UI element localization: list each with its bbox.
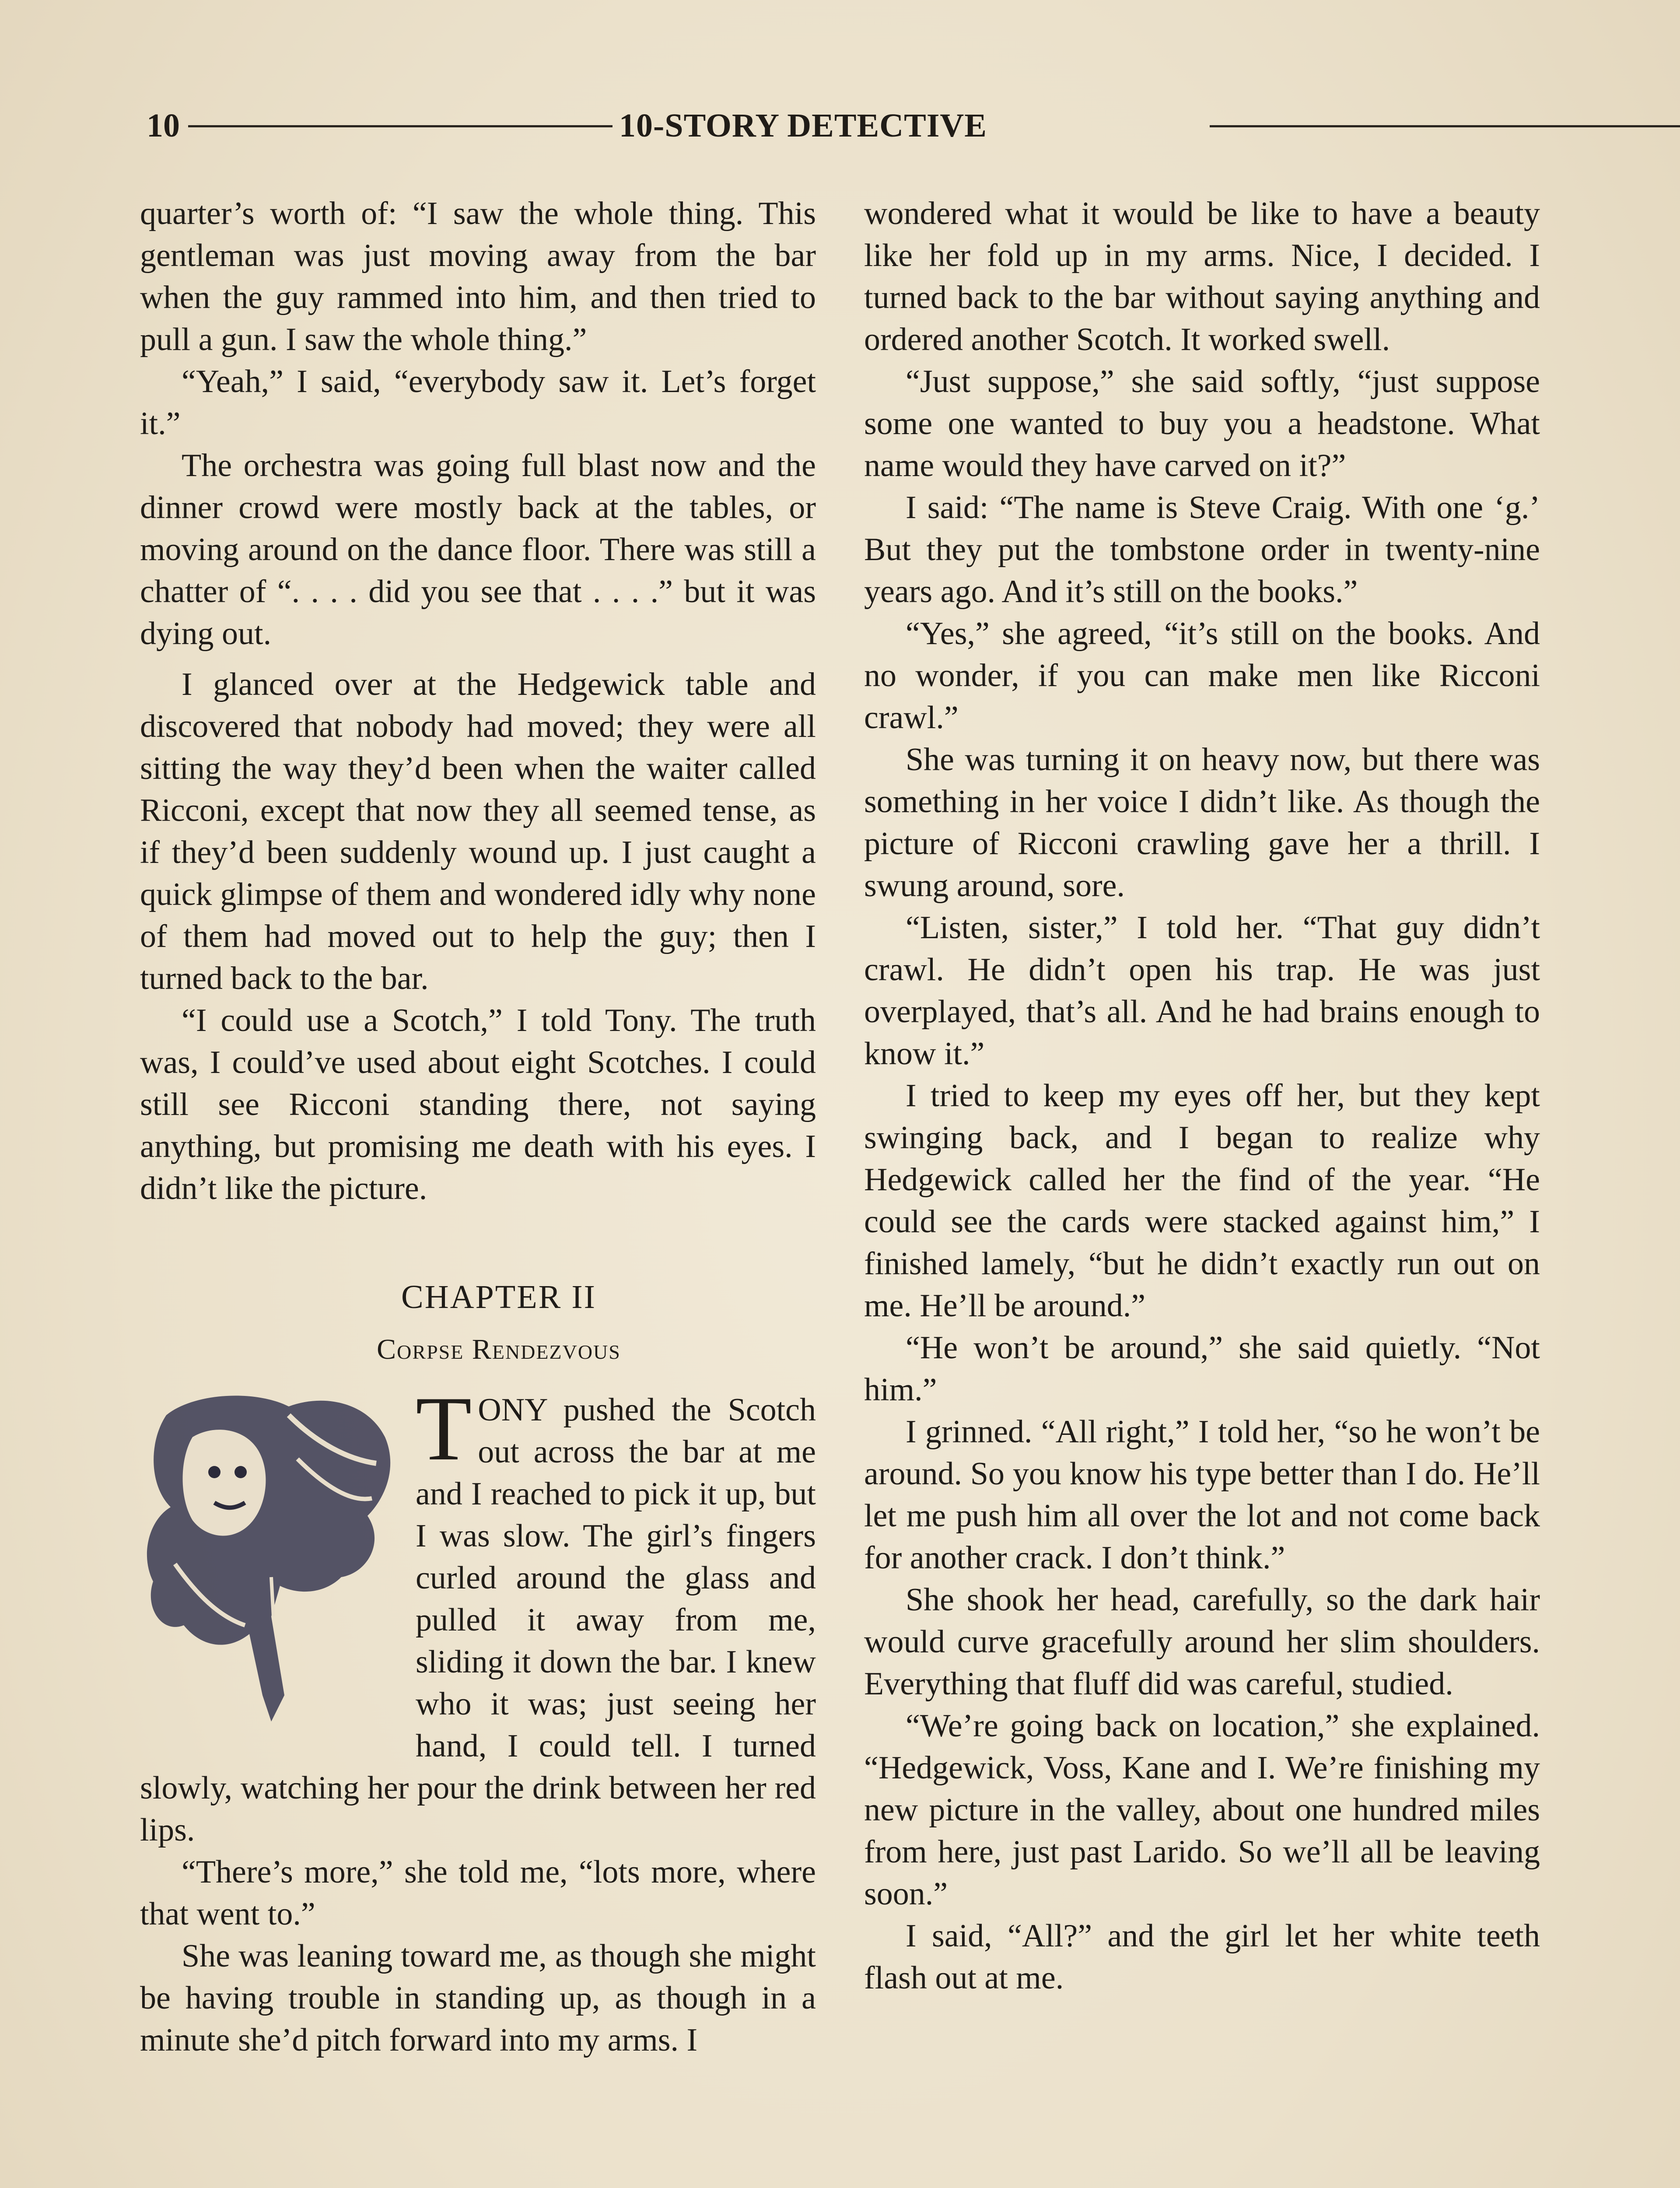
chapter-title: Corpse Rendezvous	[377, 1333, 621, 1365]
right-column	[864, 193, 1540, 1999]
header-rule-right	[1210, 125, 1680, 127]
paragraph: She shook her head, carefully, so the dark hair would curve gracefully around her slim shoulders. Everything that fluff did was careful, studied.	[864, 1582, 1540, 1702]
paragraph: “Yeah,” I said, “everybody saw it. Let’s forget it.”	[140, 364, 816, 442]
running-header	[147, 102, 1536, 150]
chapter-illustration	[140, 1389, 402, 1730]
paragraph: “There’s more,” she told me, “lots more, where that went to.”	[140, 1854, 816, 1932]
paragraph: She was leaning toward me, as though she might be having trouble in standing up, as though in a minute she’d pitch forward into my arms. I	[140, 1938, 816, 2058]
paragraph: I grinned. “All right,” I told her, “so he won’t be around. So you know his type better than I do. He’ll let me push him all over the lot and not come back for another crack. I don’t think.”	[864, 1414, 1540, 1576]
paragraph: The orchestra was going full blast now and the dinner crowd were mostly back at the tables, or moving around on the dance floor. There was still a chatter of “. . . . did you see that . . . .” but it was dying out.	[140, 448, 816, 652]
paragraph: She was turning it on heavy now, but there was something in her voice I didn’t like. As though the picture of Ricconi crawling gave her a thrill. I swung around, sore.	[864, 742, 1540, 904]
left-column	[140, 193, 816, 2061]
paragraph: “Just suppose,” she said softly, “just suppose some one wanted to buy you a headstone. What name would they have carved on it?”	[864, 364, 1540, 484]
chapter-opening-text: ONY pushed the Scotch out across the bar at me and I reached to pick it up, but I was slow. The girl’s fingers curled around the glass and pulled it away from me, sliding it down the bar. I knew who it was; just seeing her hand, I could tell. I turned slowly, watching her pour the drink between her red lips.	[140, 1392, 816, 1848]
paragraph: quarter’s worth of: “I saw the whole thing. This gentleman was just moving away from the bar when the guy rammed into him, and then tried to pull a gun. I saw the whole thing.”	[140, 196, 816, 358]
paragraph: I said: “The name is Steve Craig. With one ‘g.’ But they put the tombstone order in twenty-nine years ago. And it’s still on the books.”	[864, 490, 1540, 610]
drop-cap: T	[416, 1378, 472, 1480]
page-number: 10	[147, 107, 180, 144]
chapter-heading: CHAPTER II	[401, 1279, 596, 1315]
header-rule-left	[188, 125, 612, 127]
paragraph: “Yes,” she agreed, “it’s still on the books. And no wonder, if you can make men like Ricconi crawl.”	[864, 616, 1540, 736]
paragraph: I said, “All?” and the girl let her white teeth flash out at me.	[864, 1918, 1540, 1996]
paragraph: “He won’t be around,” she said quietly. “Not him.”	[864, 1330, 1540, 1408]
paragraph: “We’re going back on location,” she explained. “Hedgewick, Voss, Kane and I. We’re finishing my new picture in the valley, about one hundred miles from here, just past Larido. So we’ll all be leaving soon.”	[864, 1708, 1540, 1912]
paragraph: I tried to keep my eyes off her, but they kept swinging back, and I began to realize why Hedgewick called her the find of the year. “He could see the cards were stacked against him,” I finished lamely, “but he didn’t exactly run out on me. He’ll be around.”	[864, 1078, 1540, 1324]
paragraph: wondered what it would be like to have a beauty like her fold up in my arms. Nice, I decided. I turned back to the bar without saying anything and ordered another Scotch. It worked swell.	[864, 196, 1540, 358]
paragraph: “I could use a Scotch,” I told Tony. The truth was, I could’ve used about eight Scotches. I could still see Ricconi standing there, not saying anything, but promising me death with his eyes. I didn’t like the picture.	[140, 1003, 816, 1206]
paragraph: I glanced over at the Hedgewick table and discovered that nobody had moved; they were all sitting the way they’d been when the waiter called Ricconi, except that now they all seemed tense, as if they’d been suddenly wound up. I just caught a quick glimpse of them and wondered idly why none of them had moved out to help the guy; then I turned back to the bar.	[140, 666, 816, 996]
magazine-title: 10-STORY DETECTIVE	[619, 107, 987, 144]
paragraph: “Listen, sister,” I told her. “That guy didn’t crawl. He didn’t open his trap. He was just overplayed, that’s all. And he had brains enough to know it.”	[864, 910, 1540, 1072]
